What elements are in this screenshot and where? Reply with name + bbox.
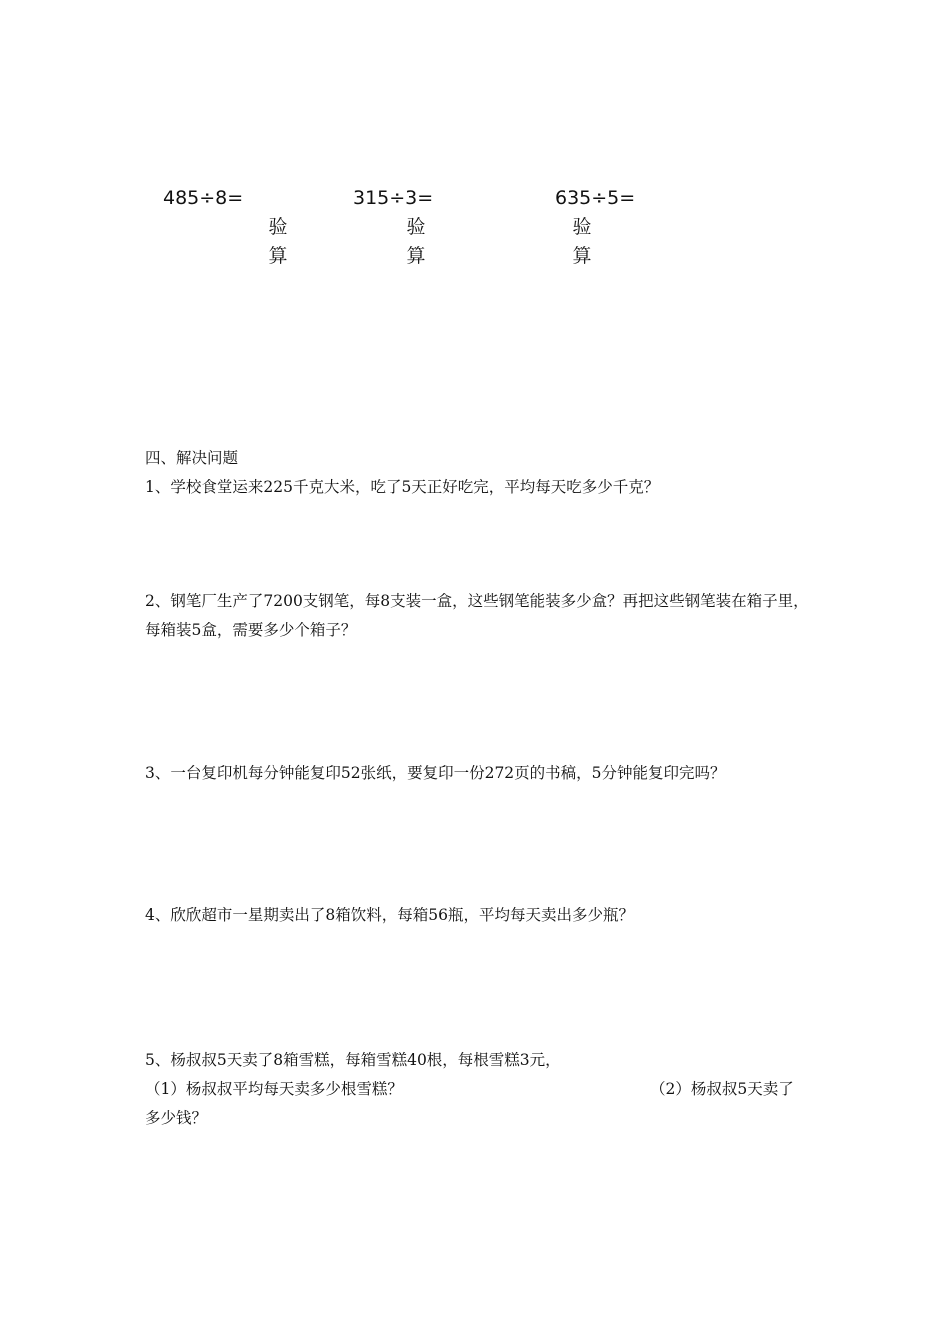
check-label-bottom: 算	[268, 245, 288, 267]
calc-expression-1: 485÷8=	[163, 187, 244, 209]
check-label-1	[266, 213, 290, 271]
problem-5-sub-2: （2）杨叔叔5天卖了	[650, 1080, 794, 1098]
problem-5-sub-2-continued: 多少钱？	[145, 1109, 208, 1127]
check-label-top: 验	[268, 216, 288, 238]
problem-1: 1、学校食堂运来225千克大米，吃了5天正好吃完，平均每天吃多少千克？	[145, 478, 660, 496]
check-label-top: 验	[572, 216, 592, 238]
calc-expression-2: 315÷3=	[353, 187, 434, 209]
calc-expression-3: 635÷5=	[555, 187, 636, 209]
problem-4: 4、欣欣超市一星期卖出了8箱饮料，每箱56瓶，平均每天卖出多少瓶？	[145, 906, 634, 924]
check-label-3	[570, 213, 594, 271]
check-label-top: 验	[406, 216, 426, 238]
check-label-bottom: 算	[572, 245, 592, 267]
problem-3: 3、一台复印机每分钟能复印52张纸，要复印一份272页的书稿，5分钟能复印完吗？	[145, 764, 726, 782]
problem-5-sub-1: （1）杨叔叔平均每天卖多少根雪糕？	[145, 1080, 403, 1098]
section-title: 四、解决问题	[145, 449, 239, 467]
problem-5: 5、杨叔叔5天卖了8箱雪糕，每箱雪糕40根，每根雪糕3元，	[145, 1051, 561, 1069]
check-label-2	[404, 213, 428, 271]
check-label-bottom: 算	[406, 245, 426, 267]
problem-2: 2、钢笔厂生产了7200支钢笔，每8支装一盒，这些钢笔能装多少盒？再把这些钢笔装在箱子里，每箱装5盒，需要多少个箱子？	[145, 592, 809, 639]
